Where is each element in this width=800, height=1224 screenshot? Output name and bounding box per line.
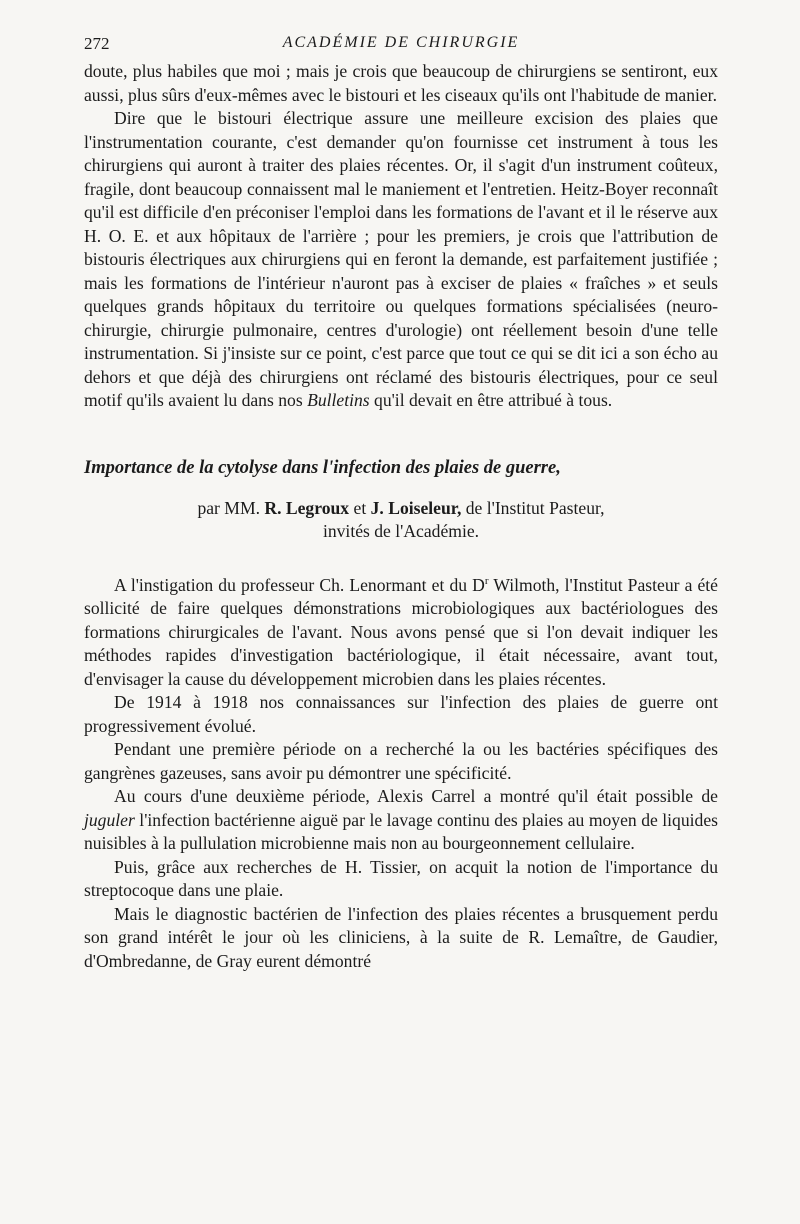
byline-invitation: invités de l'Académie.	[322, 521, 480, 541]
section-title: Importance de la cytolyse dans l'infection des plaies de guerre,	[84, 457, 561, 478]
paragraph-text: A l'instigation du professeur Ch. Lenormant et du D	[114, 574, 485, 595]
byline-affiliation: de l'Institut Pasteur,	[461, 497, 605, 518]
paragraph	[84, 785, 718, 856]
paragraph-text: Wilmoth, l'Institut Pasteur a été sollicité de faire quelques démonstrations microbiologiques aux bactériologues des formations chirurgicales de l'avant. Nous avons pensé que si l'on devait indiquer les méthodes rapides d'investigation bactériologique, il était nécessaire, avant tout, d'envisager la cause du développement microbien dans les plaies récentes.	[84, 574, 718, 689]
paragraph-text: l'infection bactérienne aiguë par le lavage continu des plaies au moyen de liquides nuisibles à la pullulation microbienne mais non au bourgeonnement cellulaire.	[84, 809, 718, 853]
paragraph: Puis, grâce aux recherches de H. Tissier, on acquit la notion de l'importance du streptocoque dans une plaie.	[84, 856, 718, 900]
paragraph-text: Au cours d'une deuxième période, Alexis Carrel a montré qu'il était possible de	[114, 786, 718, 806]
author-name: J. Loiseleur,	[370, 497, 462, 518]
paragraph: Pendant une première période on a recherché la ou les bactéries spécifiques des gangrènes gazeuses, sans avoir pu démontrer une spécificité.	[84, 739, 718, 783]
running-title: ACADÉMIE DE CHIRURGIE	[282, 34, 520, 51]
body-text-top	[84, 60, 718, 413]
italic-text: Bulletins	[307, 390, 370, 410]
page-number: 272	[84, 34, 110, 53]
byline	[84, 497, 718, 544]
paragraph: De 1914 à 1918 nos connaissances sur l'infection des plaies de guerre ont progressivement évolué.	[84, 692, 718, 736]
paragraph	[84, 107, 718, 413]
paragraph: Mais le diagnostic bactérien de l'infection des plaies récentes a brusquement perdu son grand intérêt le jour où les cliniciens, à la suite de R. Lemaître, de Gaudier, d'Ombredanne, de Gray eurent démontré	[84, 903, 718, 971]
superscript: r	[484, 574, 489, 587]
paragraph: doute, plus habiles que moi ; mais je crois que beaucoup de chirurgiens se sentiront, eux aussi, plus sûrs d'eux-mêmes avec le bistouri et les ciseaux qu'ils ont l'habitude de manier.	[84, 61, 718, 105]
paragraph-text: Dire que le bistouri électrique assure une meilleure excision des plaies que l'instrumentation courante, c'est demander qu'on fournisse cet instrument à tous les chirurgiens qui auront à traiter des plaies récentes. Or, il s'agit d'un instrument coûteux, fragile, dont beaucoup connaissent mal le maniement et l'entretien. Heitz-Boyer reconnaît qu'il est difficile d'en préconiser l'emploi dans les formations de l'avant et il le réserve aux H. O. E. et aux hôpitaux de l'arrière ; pour les premiers, je crois que l'attribution de bistouris électriques aux chirurgiens qui en feront la demande, est parfaitement justifiée ; mais les formations de l'intérieur n'auront pas à exciser de plaies « fraîches » et seuls quelques grands hôpitaux du territoire ou quelques formations spécialisées (neuro-chirurgie, chirurgie pulmonaire, centres d'urologie) ont réellement besoin d'une telle instrumentation. Si j'insiste sur ce point, c'est parce que tout ce qui se dit ici a son écho au dehors et que déjà des chirurgiens ont réclamé des bistouris électriques, pour ce seul motif qu'ils avaient lu dans nos	[84, 108, 718, 410]
body-text-bottom	[84, 574, 718, 974]
paragraph	[84, 574, 718, 692]
italic-text: juguler	[84, 809, 135, 830]
author-name: R. Legroux	[264, 497, 350, 518]
paragraph-text: qu'il devait en être attribué à tous.	[369, 390, 613, 410]
byline-and: et	[349, 497, 371, 518]
running-header	[84, 30, 718, 60]
byline-prefix: par MM.	[197, 497, 265, 518]
